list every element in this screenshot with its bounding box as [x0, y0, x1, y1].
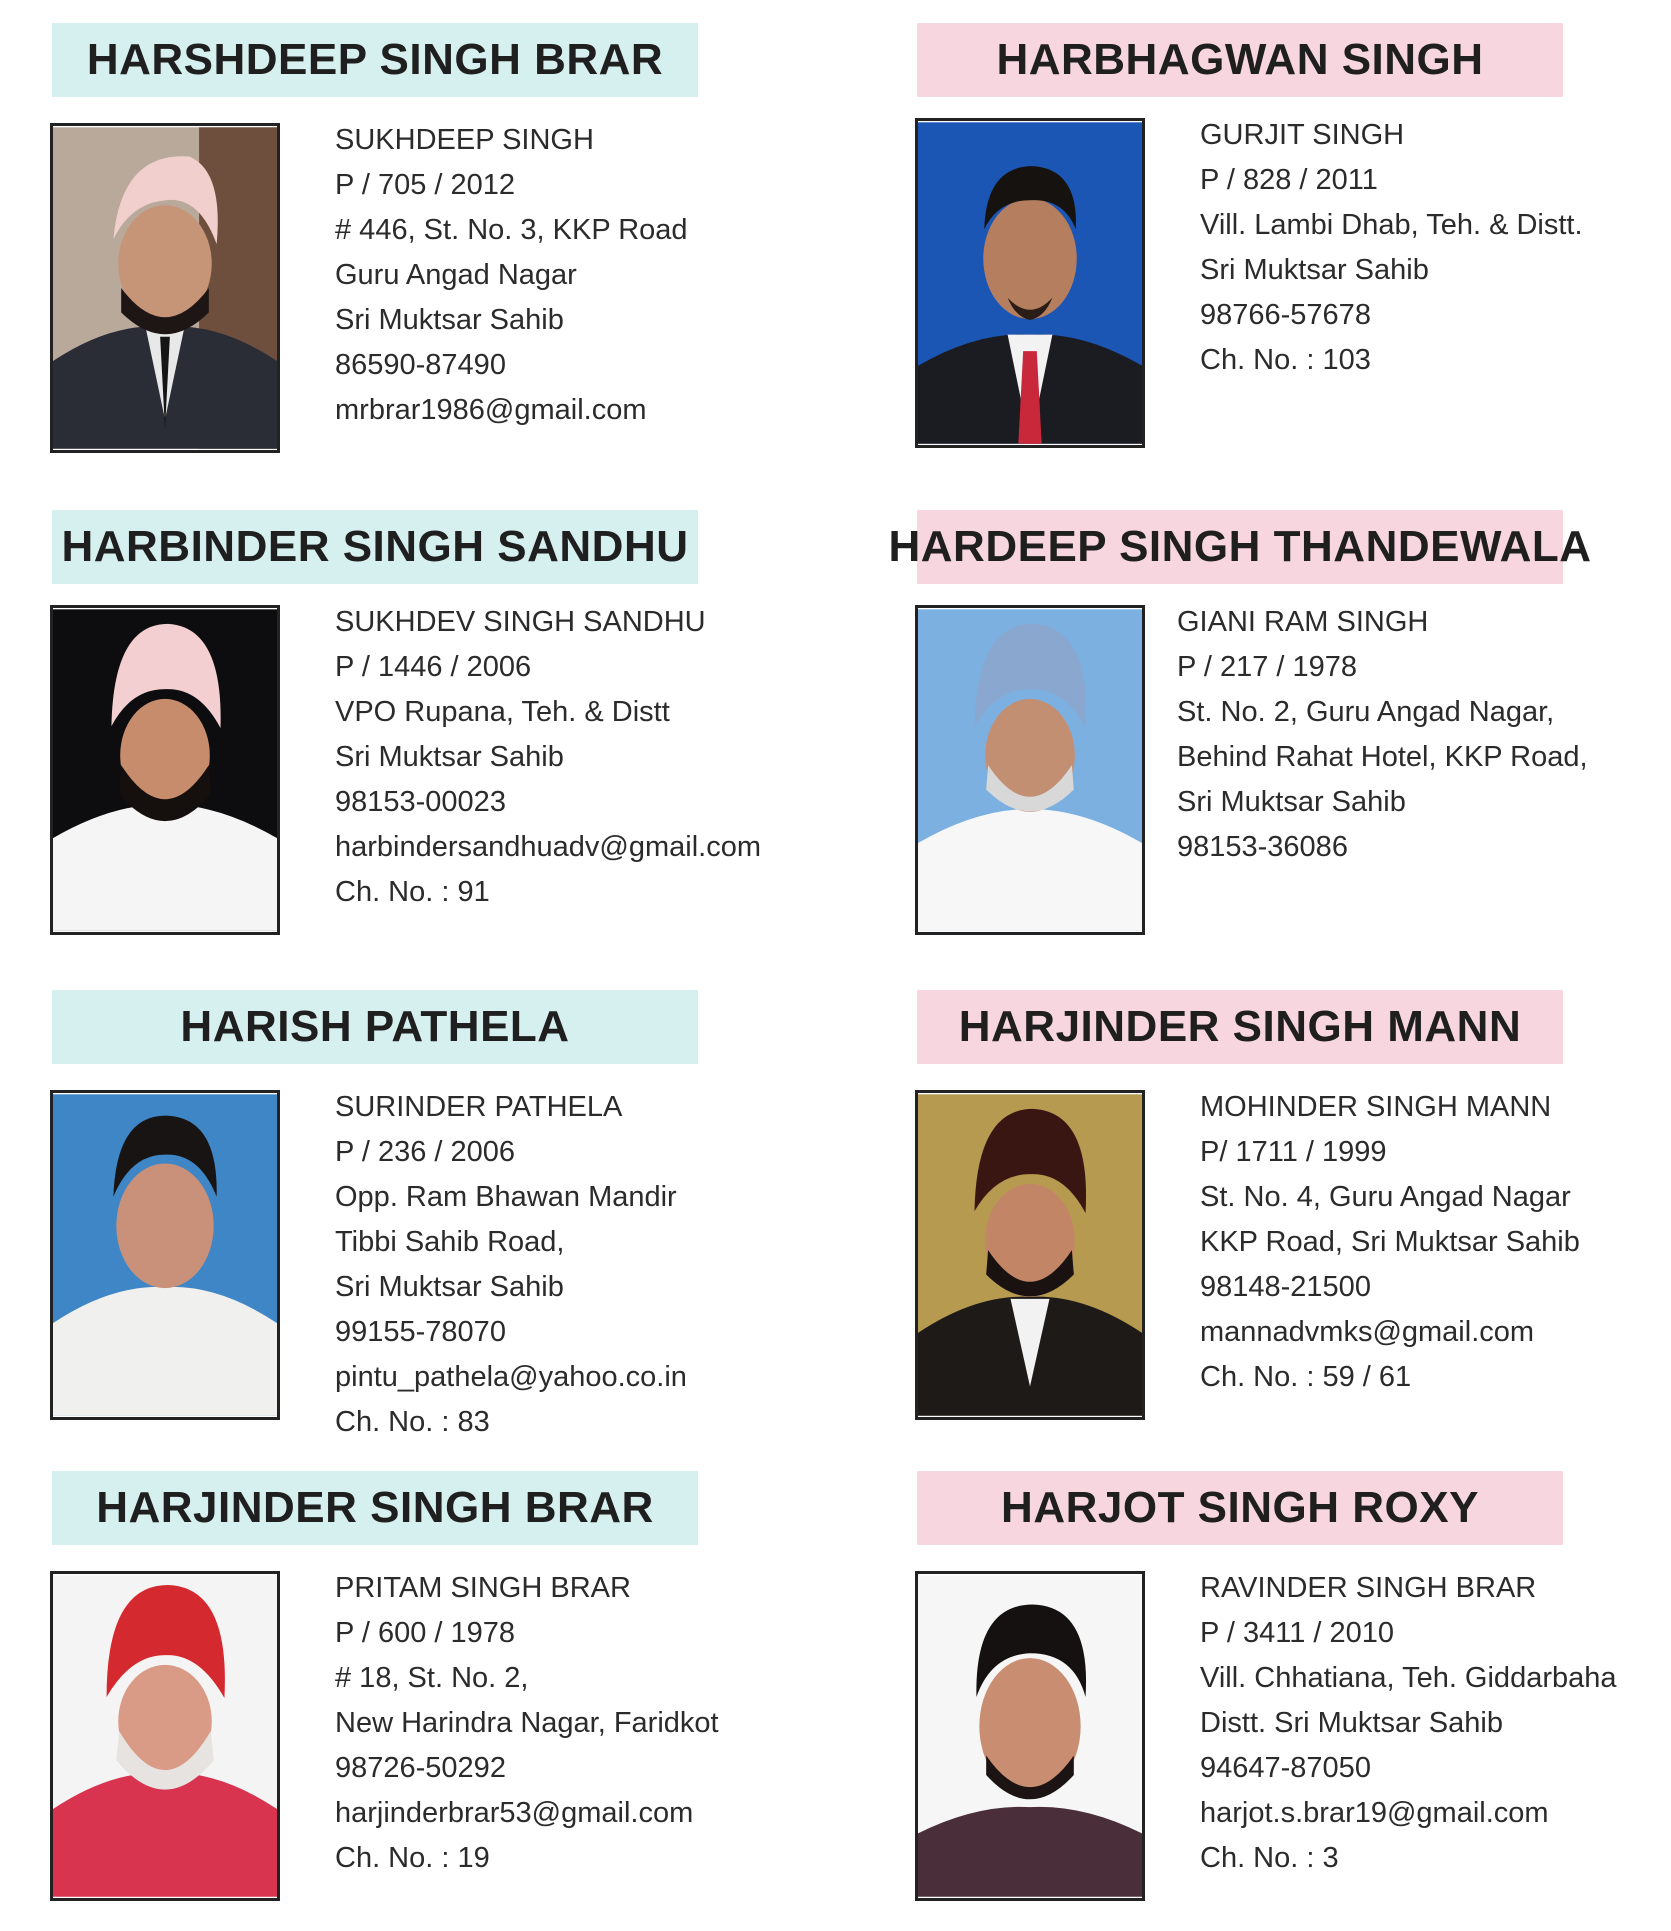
phone-number: 86590-87490 [335, 349, 506, 381]
portrait-image [53, 126, 277, 450]
father-name: SURINDER PATHELA [335, 1091, 623, 1123]
enrollment-number: P / 1446 / 2006 [335, 651, 532, 683]
entry-details [1200, 1085, 1580, 1400]
portrait-image [53, 1574, 277, 1898]
enrollment-number: P / 217 / 1978 [1177, 651, 1358, 683]
portrait-photo [50, 123, 280, 453]
chamber-number: Ch. No. : 83 [335, 1406, 490, 1438]
phone-number: 98148-21500 [1200, 1271, 1371, 1303]
enrollment-number: P / 3411 / 2010 [1200, 1617, 1395, 1649]
portrait-photo [50, 605, 280, 935]
phone-number: 99155-78070 [335, 1316, 506, 1348]
entry-name-banner: HARISH PATHELA [52, 990, 698, 1064]
father-name: MOHINDER SINGH MANN [1200, 1091, 1552, 1123]
address-line: Behind Rahat Hotel, KKP Road, [1177, 741, 1588, 773]
chamber-number: Ch. No. : 91 [335, 876, 490, 908]
father-name: PRITAM SINGH BRAR [335, 1572, 631, 1604]
enrollment-number: P / 828 / 2011 [1200, 164, 1378, 196]
address-line: Opp. Ram Bhawan Mandir [335, 1181, 677, 1213]
father-name: GURJIT SINGH [1200, 119, 1405, 151]
entry-harish-pathela [52, 990, 842, 1450]
address-line: Sri Muktsar Sahib [335, 1271, 564, 1303]
entry-name-banner: HARJOT SINGH ROXY [917, 1471, 1563, 1545]
address-line: Tibbi Sahib Road, [335, 1226, 565, 1258]
chamber-number: Ch. No. : 3 [1200, 1842, 1339, 1874]
address-line: Distt. Sri Muktsar Sahib [1200, 1707, 1503, 1739]
phone-number: 94647-87050 [1200, 1752, 1371, 1784]
address-line: VPO Rupana, Teh. & Distt [335, 696, 670, 728]
father-name: SUKHDEV SINGH SANDHU [335, 606, 706, 638]
email-address: mannadvmks@gmail.com [1200, 1316, 1535, 1348]
phone-number: 98153-36086 [1177, 831, 1348, 863]
father-name: SUKHDEEP SINGH [335, 124, 594, 156]
address-line: KKP Road, Sri Muktsar Sahib [1200, 1226, 1580, 1258]
enrollment-number: P / 236 / 2006 [335, 1136, 516, 1168]
address-line: Sri Muktsar Sahib [1200, 254, 1429, 286]
chamber-number: Ch. No. : 103 [1200, 344, 1371, 376]
address-line: Vill. Lambi Dhab, Teh. & Distt. [1200, 209, 1583, 241]
entry-name-banner: HARBINDER SINGH SANDHU [52, 510, 698, 584]
entry-details [1200, 1566, 1617, 1881]
entry-details [335, 600, 761, 915]
entry-harjinder-singh-brar [52, 1471, 842, 1931]
entry-harshdeep-singh-brar [52, 23, 842, 483]
portrait-photo [50, 1571, 280, 1901]
entry-name-banner: HARJINDER SINGH MANN [917, 990, 1563, 1064]
portrait-photo [915, 118, 1145, 448]
entry-name-banner: HARJINDER SINGH BRAR [52, 1471, 698, 1545]
email-address: harjot.s.brar19@gmail.com [1200, 1797, 1549, 1829]
email-address: harbindersandhuadv@gmail.com [335, 831, 762, 863]
portrait-photo [50, 1090, 280, 1420]
portrait-image [53, 608, 277, 932]
entry-details [1200, 113, 1583, 383]
portrait-photo [915, 605, 1145, 935]
enrollment-number: P/ 1711 / 1999 [1200, 1136, 1387, 1168]
entry-harjot-singh-roxy [917, 1471, 1671, 1931]
address-line: Vill. Chhatiana, Teh. Giddarbaha [1200, 1662, 1617, 1694]
enrollment-number: P / 600 / 1978 [335, 1617, 516, 1649]
portrait-photo [915, 1571, 1145, 1901]
address-line: Sri Muktsar Sahib [335, 304, 564, 336]
chamber-number: Ch. No. : 59 / 61 [1200, 1361, 1412, 1393]
entry-details [335, 118, 688, 433]
address-line: Sri Muktsar Sahib [335, 741, 564, 773]
portrait-image [53, 1093, 277, 1417]
entry-details [1177, 600, 1588, 870]
portrait-image [918, 121, 1142, 445]
portrait-image [918, 1574, 1142, 1898]
phone-number: 98766-57678 [1200, 299, 1371, 331]
address-line: # 446, St. No. 3, KKP Road [335, 214, 688, 246]
address-line: # 18, St. No. 2, [335, 1662, 529, 1694]
address-line: St. No. 2, Guru Angad Nagar, [1177, 696, 1555, 728]
entry-name-banner: HARSHDEEP SINGH BRAR [52, 23, 698, 97]
portrait-photo [915, 1090, 1145, 1420]
address-line: Guru Angad Nagar [335, 259, 577, 291]
email-address: pintu_pathela@yahoo.co.in [335, 1361, 687, 1393]
entry-details [335, 1566, 719, 1881]
email-address: harjinderbrar53@gmail.com [335, 1797, 694, 1829]
entry-harbinder-singh-sandhu [52, 510, 842, 970]
portrait-image [918, 608, 1142, 932]
address-line: Sri Muktsar Sahib [1177, 786, 1406, 818]
phone-number: 98726-50292 [335, 1752, 506, 1784]
entry-details [335, 1085, 687, 1445]
entry-hardeep-singh-thandewala [888, 510, 1671, 970]
enrollment-number: P / 705 / 2012 [335, 169, 516, 201]
address-line: St. No. 4, Guru Angad Nagar [1200, 1181, 1571, 1213]
email-address: mrbrar1986@gmail.com [335, 394, 647, 426]
chamber-number: Ch. No. : 19 [335, 1842, 490, 1874]
address-line: New Harindra Nagar, Faridkot [335, 1707, 719, 1739]
father-name: GIANI RAM SINGH [1177, 606, 1429, 638]
entry-harbhagwan-singh [917, 23, 1671, 483]
entry-name-banner: HARDEEP SINGH THANDEWALA [917, 510, 1563, 584]
phone-number: 98153-00023 [335, 786, 506, 818]
entry-name-banner: HARBHAGWAN SINGH [917, 23, 1563, 97]
portrait-image [918, 1093, 1142, 1417]
entry-harjinder-singh-mann [917, 990, 1671, 1450]
father-name: RAVINDER SINGH BRAR [1200, 1572, 1537, 1604]
